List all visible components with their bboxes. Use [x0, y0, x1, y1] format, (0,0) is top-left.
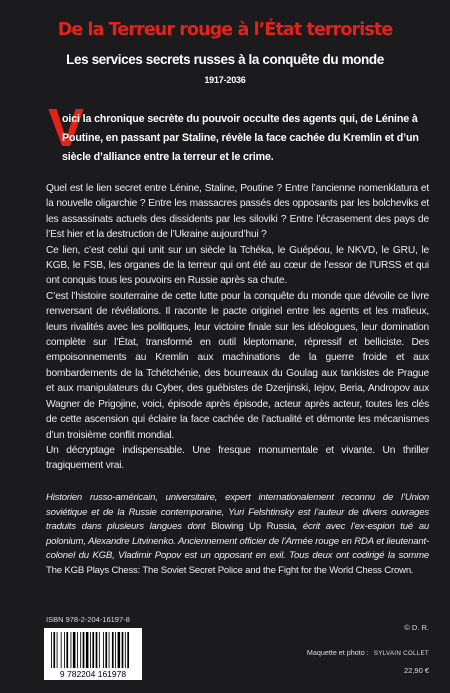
author-bio-text: , écrit avec l’ex-espion tué au polonium, Alexandre Litvinenko. Anciennement officier de l’Armée rouge en RDA et lieutenant-colonel du KGB, Vladimir Popov est un opposant en exil. Tous deux ont codirigé la somme — [46, 521, 429, 561]
author-bio-text: Historien russo-américain, universitaire, expert internationalement reconnu de l’Union soviétique et de la Russie contemporaine, Yuri Felshtinsky est l’auteur de divers ouvrages traduits dans plusieurs langues dont — [46, 492, 429, 532]
barcode-bar — [103, 632, 104, 668]
barcode-bar — [77, 632, 78, 668]
barcode-bar — [66, 632, 68, 668]
copyright: © D. R. — [404, 623, 429, 632]
barcode-bar — [125, 632, 126, 668]
barcode-bar — [80, 632, 81, 668]
barcode-bar — [90, 632, 91, 668]
intro-paragraph: oici la chronique secrète du pouvoir occulte des agents qui, de Lénine à Poutine, en passant par Staline, révèle la face cachée du Kremlin et d’un siècle d’alliance entre la terreur et le crime. — [62, 113, 419, 163]
barcode-bar — [92, 632, 94, 668]
barcode-bar — [57, 632, 58, 668]
barcode-bar — [105, 632, 107, 668]
barcode-bar — [83, 632, 85, 668]
book-subtitle: Les services secrets russes à la conquête du monde — [66, 52, 384, 67]
barcode-bar — [127, 632, 129, 668]
price: 22,90 € — [403, 666, 429, 675]
barcode-bar — [64, 632, 65, 668]
barcode-bar — [71, 632, 72, 668]
barcode-bar — [115, 632, 116, 668]
author-bio-text: . — [410, 564, 414, 576]
blurb-paragraph: Ce lien, c’est celui qui unit sur un siècle la Tchéka, le Guépéou, le NKVD, le GRU, le KGB, le FSB, les organes de la terreur qui ont été au cœur de l’essor de l’URSS et qui ont conquis tous les pouvoirs en Russie après sa chute. — [46, 244, 429, 287]
barcode-bar — [118, 632, 121, 668]
credits — [307, 648, 429, 657]
book-title: De la Terreur rouge à l’État terroriste — [57, 20, 393, 40]
barcode-bar — [96, 632, 98, 668]
barcode-bar — [53, 632, 55, 668]
barcode — [44, 628, 142, 680]
blurb-paragraph: Quel est le lien secret entre Lénine, Staline, Poutine ? Entre l’ancienne nomenklatura et la nouvelle oligarchie ? Entre les massacres passés des opposants par les bolcheviks et les assassinats actuels des dissidents par les siloviki ? Entre l’écrasement des pays de l’Est hier et la destruction de l’Ukraine aujourd’hui ? — [46, 183, 429, 241]
credits-label: Maquette et photo : — [306, 648, 369, 657]
barcode-bar — [109, 632, 110, 668]
book-reference: The KGB Plays Chess: The Soviet Secret Police and the Fight for the World Chess Crown — [46, 564, 411, 576]
book-years: 1917-2036 — [204, 75, 246, 85]
barcode-bar — [112, 632, 114, 668]
barcode-bar — [99, 632, 100, 668]
barcode-bar — [122, 632, 124, 668]
blurb-paragraph: Un décryptage indispensable. Une fresque monumentale et vivante. Un thriller tragiquement vrai. — [46, 444, 429, 472]
barcode-bar — [51, 632, 52, 668]
barcode-image — [44, 628, 142, 680]
blurb — [46, 181, 429, 474]
barcode-digits: 9 782204 161978 — [59, 669, 127, 679]
barcode-bar — [86, 632, 89, 668]
isbn: ISBN 978-2-204-16197-8 — [46, 615, 130, 624]
publisher-logo: SYLVAIN COLLET — [373, 650, 429, 657]
book-reference: Blowing Up Russia — [211, 521, 295, 532]
barcode-bar — [73, 632, 76, 668]
drop-cap: V — [48, 98, 85, 158]
barcode-bar — [61, 632, 62, 668]
author-bio — [46, 491, 429, 578]
blurb-paragraph: C’est l’histoire souterraine de cette lutte pour la conquête du monde que dévoile ce livre renversant de révélations. Il raconte le pacte originel entre les agents et les mafieux, leurs rivalités avec les politiques, leur victoire finale sur les idéologues, leur domination complète sur l’État, transformé en outil kleptomane, répressif et belliciste. Des empoisonnements au Kremlin aux machinations de la guerre froide et aux bombardements de la Tchétchénie, des bourreaux du Goulag aux tankistes de Prague et aux manipulateurs du Cyber, des guébistes de Dzerjinski, Iejov, Beria, Andropov aux Wagner de Prigojine, voici, épisode après épisode, acteur après acteur, toutes les clés de cette ascension qui éclaire la face cachée de l’actualité et démonte les mécanismes d’un troisième conflit mondial. — [46, 290, 429, 441]
